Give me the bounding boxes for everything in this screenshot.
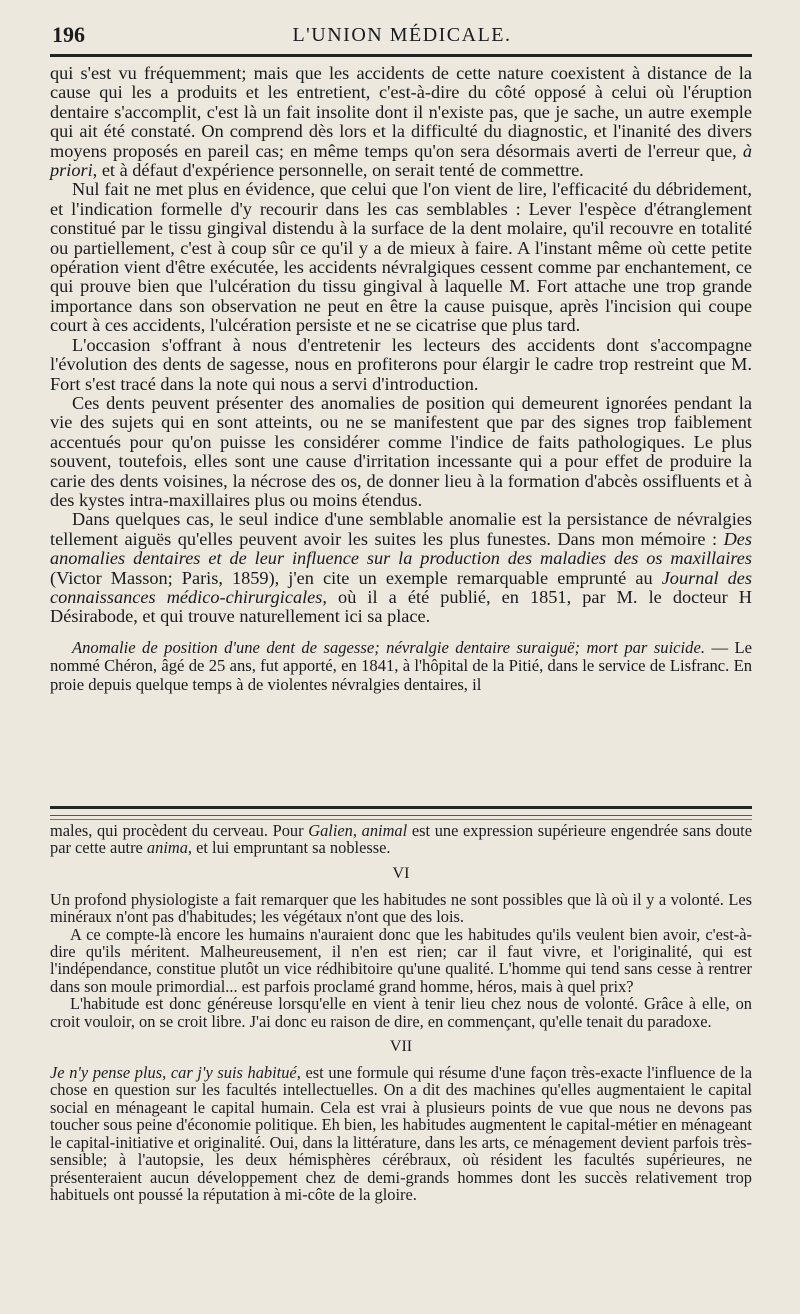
feuilleton-section <box>50 822 752 1203</box>
running-title: L'UNION MÉDICALE. <box>292 24 512 46</box>
header-rule <box>50 54 752 57</box>
paragraph-3: L'occasion s'offrant à nous d'entretenir les lecteurs des accidents dont s'accompagne l'évolution des dents de sagesse, nous en profiterons pour élargir le cadre trop restreint que M. Fort s'est tracé dans la note qui nous a servi d'introduction. <box>50 334 752 394</box>
feuilleton-paragraph-3: A ce compte-là encore les humains n'auraient donc que les habitudes qu'ils veulent bien avoir, c'est-à-dire qu'ils méritent. Malheureusement, il n'en est rien; car il faut vivre, et l'originalité, qui est l'indépendance, constitue plutôt un vice rédhibitoire qu'une qualité. L'homme qui tend sans cesse à rentrer dans son moule primordial... est parfois proclamé grand homme, héros, mais à quel prix? <box>50 924 752 996</box>
page-number: 196 <box>52 22 85 47</box>
feuilleton-paragraph-4: L'habitude est donc généreuse lorsqu'elle en vient à tenir lieu chez nous de volonté. Grâce à elle, on croit vouloir, on se croit libre. J'ai donc eu raison de dire, en commençant, qu'elle tenait du paradoxe. <box>50 994 752 1031</box>
feuilleton-divider <box>50 806 752 820</box>
paragraph-1: qui s'est vu fréquemment; mais que les accidents de cette nature coexistent à distance de la cause qui les a produits et les entretient, c'est-à-dire du côté opposé à celui où l'éruption dentaire s'accomplit, c'est là un fait insolite dont il n'existe pas, que je sache, un autre exemple qui ait été constaté. On comprend dès lors et la difficulté du diagnostic, et l'inanité des divers moyens proposés en pareil cas; en même temps qu'on sera désormais averti de l'erreur que, à priori, et à défaut d'expérience personnelle, on serait tenté de commettre. <box>50 63 752 181</box>
article-body <box>50 64 752 694</box>
section-heading-vii: VII <box>389 1038 413 1056</box>
paragraph-5: Dans quelques cas, le seul indice d'une semblable anomalie est la persistance de névralgies tellement aiguës qu'elles peuvent avoir les suites les plus funestes. Dans mon mémoire : Des anomalies dentaires et de leur influence sur la production des maladies des os maxillaires (Victor Masson; Paris, 1859), j'en cite un exemple remarquable emprunté au Journal des connaissances médico-chirurgicales, où il a été publié, en 1851, par M. le docteur H Désirabode, et qui trouve naturellement ici sa place. <box>50 509 753 627</box>
section-heading-vi: VI <box>392 864 410 882</box>
paragraph-4: Ces dents peuvent présenter des anomalies de position qui demeurent ignorées pendant la vie des sujets qui en sont atteints, ou ne se manifestent que par des signes trop faiblement accentués pour qu'on puisse les considérer comme l'indice de faits pathologiques. Le plus souvent, toutefois, elles sont une cause d'irritation incessante qui a pour effet de produire la carie des dents voisines, la nécrose des os, de donner lieu à la formation d'abcès ossifluents et à des kystes intra-maxillaires plus ou moins étendus. <box>50 392 752 510</box>
case-title: Anomalie de position d'une dent de sagesse; névralgie dentaire suraiguë; mort par suicide. <box>72 637 705 657</box>
paragraph-2: Nul fait ne met plus en évidence, que celui que l'on vient de lire, l'efficacité du débridement, et l'indication formelle d'y recourir dans les cas semblables : Lever l'espèce d'étranglement constitué par le tissu gingival distendu à la surface de la dent molaire, qu'il recouvre en totalité ou partiellement, c'est à coup sûr ce qu'il y a de mieux à faire. A l'instant même où cette petite opération vient d'être exécutée, les accidents névralgiques cessent comme par enchantement, ce qui prouve bien que l'ulcération du tissu gingival à laquelle M. Fort attache une trop grande importance dans son observation ne peut en être la cause puisque, après l'incision qui coupe court à ces accidents, l'ulcération persiste et ne se cicatrise que plus tard. <box>50 179 752 336</box>
feuilleton-paragraph-2: Un profond physiologiste a fait remarquer que les habitudes ne sont possibles que là où il y a volonté. Les minéraux n'ont pas d'habitudes; les végétaux n'ont que des lois. <box>50 889 752 927</box>
page-header <box>52 22 752 52</box>
feuilleton-paragraph-5: Je n'y pense plus, car j'y suis habitué, est une formule qui résume d'une façon très-exacte l'influence de la chose en question sur les facultés intellectuelles. On a dit des machines qu'elles augmentaient le capital social en ménageant le capital humain. Cela est vrai à plusieurs points de vue que nous ne devons pas toucher sous peine d'économie politique. Eh bien, les habitudes augmentent le capital-métier en ménageant le capital-initiative et originalité. Oui, dans la littérature, dans les arts, ce ménagement devient parfois très-sensible; à l'autopsie, les deux hémisphères cérébraux, où résident les facultés supérieures, ne présenteraient aucun développement chez de demi-grands hommes dont les succès relativement trop habituels ont poussé la réputation à mi-côte de la gloire. <box>50 1063 752 1204</box>
case-report: Anomalie de position d'une dent de sagesse; névralgie dentaire suraiguë; mort par suicide. — Le nommé Chéron, âgé de 25 ans, fut apporté, en 1841, à l'hôpital de la Pitié, dans le service de Lisfranc. En proie depuis quelque temps à de violentes névralgies dentaires, il <box>50 637 752 694</box>
feuilleton-paragraph-1: males, qui procèdent du cerveau. Pour Galien, animal est une expression supérieure engendrée sans doute par cette autre anima, et lui empruntant sa noblesse. <box>50 821 752 858</box>
